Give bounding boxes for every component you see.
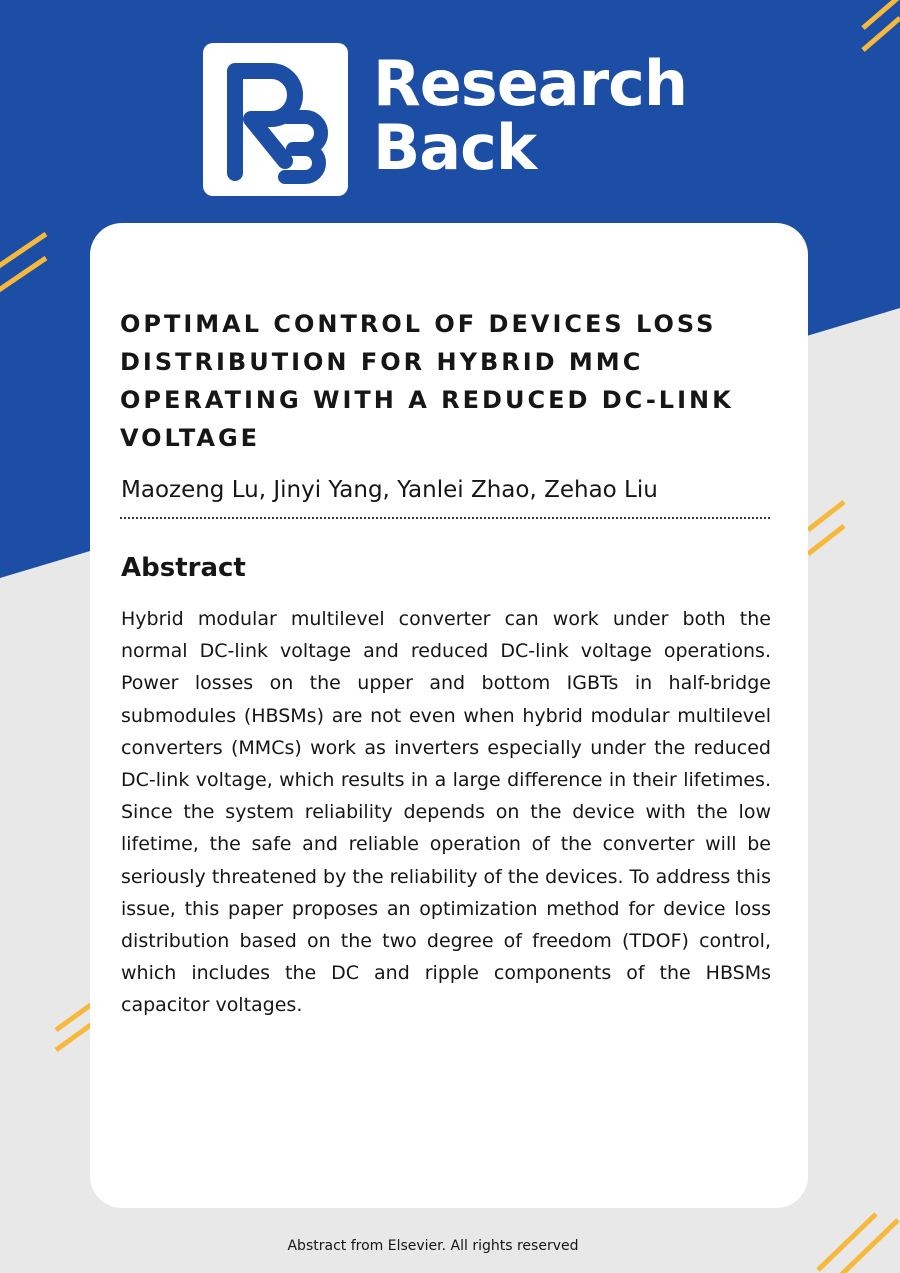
paper-authors: Maozeng Lu, Jinyi Yang, Yanlei Zhao, Zehao Liu [121, 477, 658, 503]
paper-title: OPTIMAL CONTROL OF DEVICES LOSS DISTRIBUTION FOR HYBRID MMC OPERATING WITH A REDUCED DC-LINK VOLTAGE [120, 310, 734, 452]
gold-stripes-top-right [855, 0, 900, 60]
footer-credit: Abstract from Elsevier. All rights reserved [287, 1238, 579, 1254]
abstract-text: Hybrid modular multilevel converter can work under both the normal DC-link voltage and reduced DC-link voltage operations. Power losses on the upper and bottom IGBTs in half-bridge submodules (HBSMs) are not even when hybrid modular multilevel converters (MMCs) work as inverters especially under the reduced DC-link voltage, which results in a large difference in their lifetimes. Since the system reliability depends on the device with the low lifetime, the safe and reliable operation of the converter will be seriously threatened by the reliability of the devices. To address this issue, this paper proposes an optimization method for device loss distribution based on the two degree of freedom (TDOF) control, which includes the DC and ripple components of the HBSMs capacitor voltages. [121, 608, 771, 1017]
brand-name-line1: Research [373, 47, 688, 120]
rb-monogram-icon [203, 43, 348, 196]
brand-logo [203, 43, 348, 196]
brand-name-line2: Back [373, 111, 537, 184]
dotted-divider [120, 517, 770, 519]
gold-stripes-right-middle [804, 500, 854, 560]
abstract-heading: Abstract [121, 553, 246, 583]
gold-stripes-left-top [0, 232, 50, 302]
brand-name [373, 47, 688, 184]
